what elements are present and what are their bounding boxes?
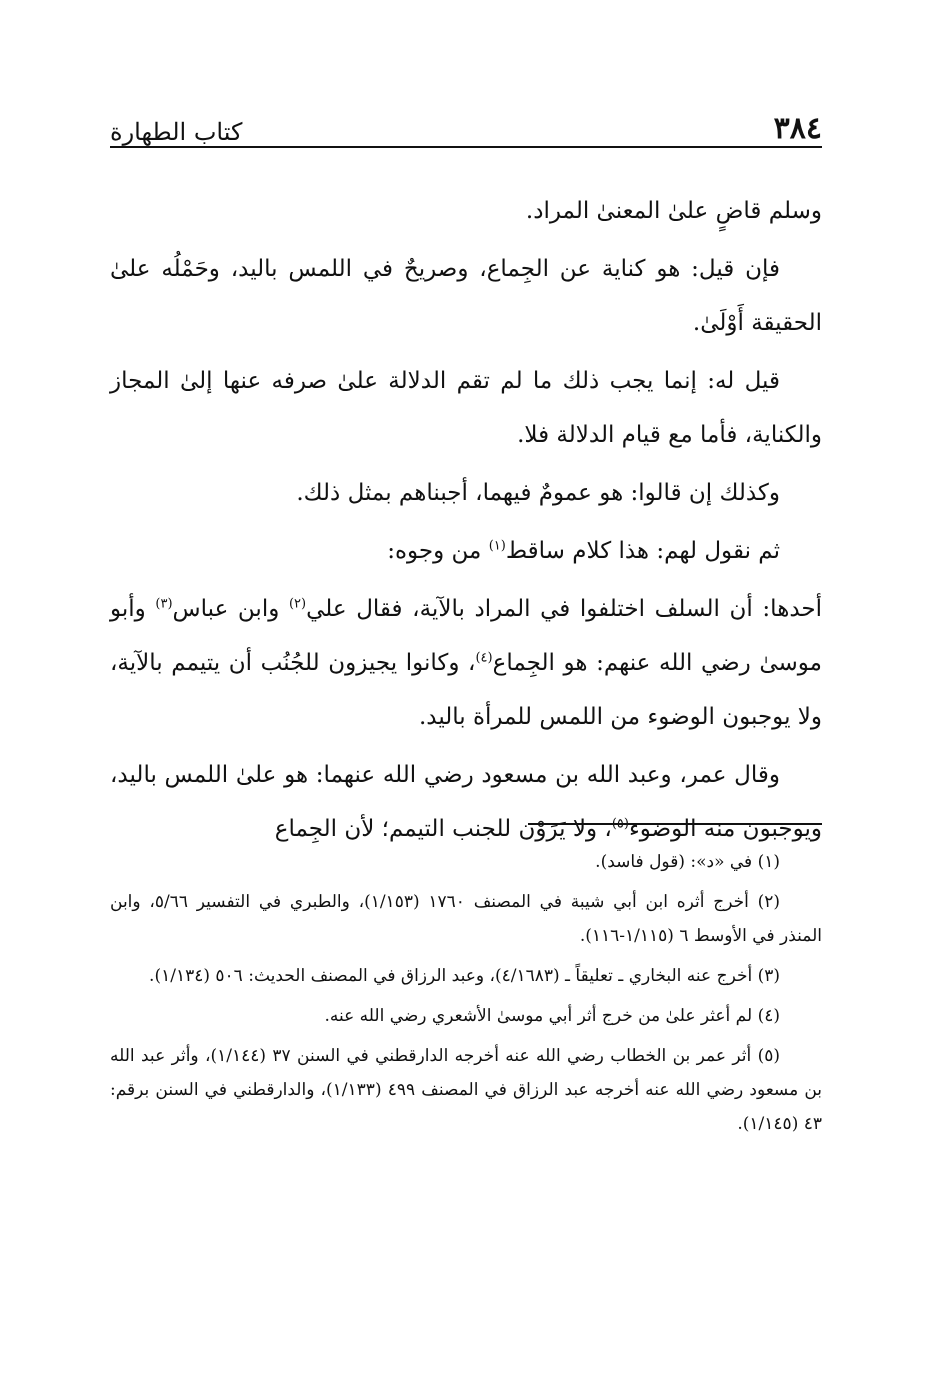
footnote-ref-3: (٣) (155, 596, 173, 612)
paragraph-6-text-d: ، وكانوا يجيزون للجُنُب أن يتيمم بالآية، ولا يوجبون الوضوء من اللمس للمرأة باليد. (110, 650, 822, 730)
paragraph-6 (110, 582, 822, 744)
page-header (110, 100, 822, 148)
page-number: ٣٨٤ (773, 111, 822, 146)
paragraph-7-text-a: وقال عمر، وعبد الله بن مسعود رضي الله عنهما: هو علىٰ اللمس باليد، ويوجبون منه الوضوء (110, 762, 822, 842)
paragraph-4: وكذلك إن قالوا: هو عمومٌ فيهما، أجبناهم بمثل ذلك. (296, 480, 780, 506)
paragraph-6-text-a: أحدها: أن السلف اختلفوا في المراد بالآية، فقال علي (306, 596, 822, 622)
paragraph-7 (110, 748, 822, 856)
paragraph-5 (110, 524, 822, 578)
footnote-5: (٥) أثر عمر بن الخطاب رضي الله عنه أخرجه الدارقطني في السنن ٣٧ (١/١٤٤)، وأثر عبد الله بن مسعود رضي الله عنه أخرجه عبد الرزاق في المصنف ٤٩٩ (١/١٣٣)، والدارقطني في السنن برقم: ٤٣ (١/١٤٥). (110, 1046, 823, 1134)
main-text (110, 184, 822, 856)
footnote-1: (١) في «د»: (قول فاسد). (595, 852, 780, 872)
book-page (110, 100, 823, 1134)
paragraph-2: فإن قيل: هو كناية عن الجِماع، وصريحٌ في اللمس باليد، وحَمْلُه علىٰ الحقيقة أَوْلَىٰ. (110, 256, 822, 336)
paragraph-6-text-c: وأبو موسىٰ رضي الله عنهم: هو الجِماع (110, 596, 822, 676)
footnote-3: (٣) أخرج عنه البخاري ـ تعليقاً ـ (٤/١٦٨٣)، وعبد الرزاق في المصنف الحديث: ٥٠٦ (١/١٣٤). (149, 966, 780, 986)
footnote-2: (٢) أخرج أثره ابن أبي شيبة في المصنف ١٧٦٠ (١/١٥٣)، والطبري في التفسير ٥/٦٦، وابن المنذر في الأوسط ٦ (١/١١٥-١١٦). (110, 892, 822, 946)
paragraph-5-text-a: ثم نقول لهم: هذا كلام ساقط (505, 538, 780, 564)
footnote-ref-1: (١) (488, 538, 506, 554)
paragraph-7-text-b: ، ولا يَرَوْن للجنب التيمم؛ لأن الجِماع (274, 816, 612, 842)
paragraph-1: وسلم قاضٍ علىٰ المعنىٰ المراد. (525, 198, 822, 224)
paragraph-5-text-b: من وجوه: (387, 538, 489, 564)
footnote-4: (٤) لم أعثر علىٰ من خرج أثر أبي موسىٰ الأشعري رضي الله عنه. (324, 1006, 780, 1026)
book-title: كتاب الطهارة (110, 118, 243, 146)
footnote-ref-5: (٥) (611, 816, 629, 832)
footnotes-section (110, 845, 822, 1147)
footnote-divider (528, 823, 822, 825)
footnote-ref-4: (٤) (475, 650, 493, 666)
footnote-ref-2: (٢) (288, 596, 307, 612)
paragraph-3: قيل له: إنما يجب ذلك ما لم تقم الدلالة علىٰ صرفه عنها إلىٰ المجاز والكناية، فأما مع قيام الدلالة فلا. (110, 368, 822, 448)
paragraph-6-text-b: وابن عباس (172, 596, 289, 622)
